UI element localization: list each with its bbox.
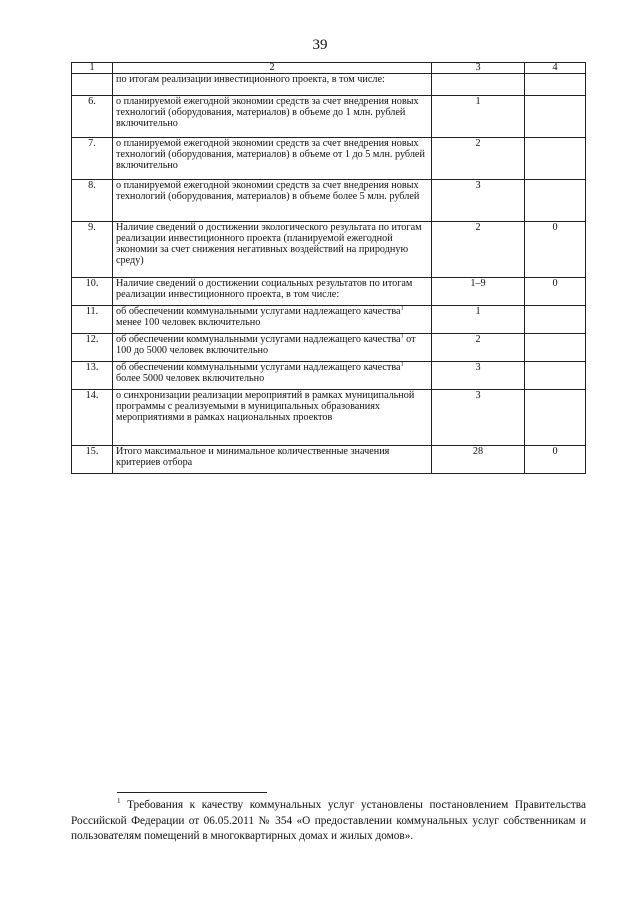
row-number-cell: 6. bbox=[72, 96, 113, 138]
criterion-text: об обеспечении коммунальными услугами надлежащего качества bbox=[116, 306, 401, 317]
criterion-text-cell bbox=[113, 222, 432, 278]
table-row bbox=[72, 180, 586, 222]
criterion-text-cell bbox=[113, 446, 432, 474]
max-score-cell: 3 bbox=[432, 180, 525, 222]
max-score-cell bbox=[432, 74, 525, 96]
table-row bbox=[72, 222, 586, 278]
criterion-text: Наличие сведений о достижении экологического результата по итогам реализации инвестиционного проекта (планируемой ежегодной экономии за счет снижения негативных воздействий на природную среду) bbox=[116, 222, 422, 266]
max-score-cell: 28 bbox=[432, 446, 525, 474]
criterion-text-cell bbox=[113, 180, 432, 222]
criterion-text-continued: более 5000 человек включительно bbox=[116, 373, 265, 384]
max-score-cell: 1 bbox=[432, 306, 525, 334]
criterion-text: о планируемой ежегодной экономии средств за счет внедрения новых технологий (оборудования, материалов) в объеме до 1 млн. рублей включительно bbox=[116, 96, 419, 129]
row-number-cell: 11. bbox=[72, 306, 113, 334]
criterion-text: об обеспечении коммунальными услугами надлежащего качества bbox=[116, 334, 401, 345]
row-number-cell: 7. bbox=[72, 138, 113, 180]
row-number-cell: 14. bbox=[72, 390, 113, 446]
min-score-cell bbox=[525, 306, 586, 334]
min-score-cell bbox=[525, 362, 586, 390]
max-score-cell: 2 bbox=[432, 334, 525, 362]
row-number-cell: 15. bbox=[72, 446, 113, 474]
table-row bbox=[72, 362, 586, 390]
criterion-text: о планируемой ежегодной экономии средств за счет внедрения новых технологий (оборудования, материалов) в объеме более 5 млн. рублей bbox=[116, 180, 420, 202]
header-cell-1: 1 bbox=[72, 63, 113, 74]
row-number-cell: 10. bbox=[72, 278, 113, 306]
table-row bbox=[72, 446, 586, 474]
max-score-cell: 3 bbox=[432, 362, 525, 390]
table-row bbox=[72, 96, 586, 138]
min-score-cell bbox=[525, 96, 586, 138]
min-score-cell bbox=[525, 74, 586, 96]
min-score-cell bbox=[525, 390, 586, 446]
min-score-cell: 0 bbox=[525, 278, 586, 306]
footnote-reference: 1 bbox=[400, 305, 404, 312]
footnote-mark: 1 bbox=[117, 797, 121, 806]
table-row bbox=[72, 306, 586, 334]
table-row bbox=[72, 278, 586, 306]
header-cell-4: 4 bbox=[525, 63, 586, 74]
min-score-cell bbox=[525, 180, 586, 222]
footnote-reference: 1 bbox=[400, 333, 404, 340]
criterion-text: о планируемой ежегодной экономии средств за счет внедрения новых технологий (оборудования, материалов) в объеме от 1 до 5 млн. рублей включительно bbox=[116, 138, 425, 171]
row-number-cell: 8. bbox=[72, 180, 113, 222]
criterion-text-cell bbox=[113, 74, 432, 96]
footnote-separator bbox=[117, 792, 267, 793]
header-cell-2: 2 bbox=[113, 63, 432, 74]
row-number-cell: 9. bbox=[72, 222, 113, 278]
criterion-text-cell bbox=[113, 96, 432, 138]
table-header-row bbox=[72, 63, 586, 74]
criterion-text: по итогам реализации инвестиционного проекта, в том числе: bbox=[116, 74, 385, 85]
min-score-cell: 0 bbox=[525, 222, 586, 278]
row-number-cell: 13. bbox=[72, 362, 113, 390]
criterion-text-continued: от 100 до 5000 человек включительно bbox=[116, 334, 416, 356]
footnote-reference: 1 bbox=[400, 361, 404, 368]
criteria-table bbox=[71, 62, 586, 474]
header-cell-3: 3 bbox=[432, 63, 525, 74]
table-row bbox=[72, 138, 586, 180]
criterion-text: об обеспечении коммунальными услугами надлежащего качества bbox=[116, 362, 401, 373]
row-number-cell bbox=[72, 74, 113, 96]
criterion-text-cell bbox=[113, 362, 432, 390]
criterion-text-continued: менее 100 человек включительно bbox=[116, 317, 261, 328]
max-score-cell: 3 bbox=[432, 390, 525, 446]
criterion-text: о синхронизации реализации мероприятий в рамках муниципальной программы с реализуемыми в муниципальных образованиях мероприятиями в рамках национальных проектов bbox=[116, 390, 415, 423]
criterion-text-cell bbox=[113, 334, 432, 362]
table-row bbox=[72, 334, 586, 362]
table-row bbox=[72, 390, 586, 446]
criterion-text: Итого максимальное и минимальное количественные значения критериев отбора bbox=[116, 446, 390, 468]
footnote bbox=[71, 798, 586, 845]
footnote-text: Требования к качеству коммунальных услуг установлены постановлением Правительства Российской Федерации от 06.05.2011 № 354 «О предоставлении коммунальных услуг собственникам и пользователям помещений в многоквартирных домах и жилых домов». bbox=[71, 799, 586, 842]
max-score-cell: 1–9 bbox=[432, 278, 525, 306]
row-number-cell: 12. bbox=[72, 334, 113, 362]
criterion-text-cell bbox=[113, 306, 432, 334]
min-score-cell bbox=[525, 334, 586, 362]
max-score-cell: 2 bbox=[432, 222, 525, 278]
criterion-text-cell bbox=[113, 138, 432, 180]
criterion-text-cell bbox=[113, 390, 432, 446]
criterion-text-cell bbox=[113, 278, 432, 306]
max-score-cell: 1 bbox=[432, 96, 525, 138]
max-score-cell: 2 bbox=[432, 138, 525, 180]
page-number: 39 bbox=[312, 37, 328, 53]
table-row bbox=[72, 74, 586, 96]
min-score-cell: 0 bbox=[525, 446, 586, 474]
criterion-text: Наличие сведений о достижении социальных результатов по итогам реализации инвестиционного проекта, в том числе: bbox=[116, 278, 413, 300]
min-score-cell bbox=[525, 138, 586, 180]
